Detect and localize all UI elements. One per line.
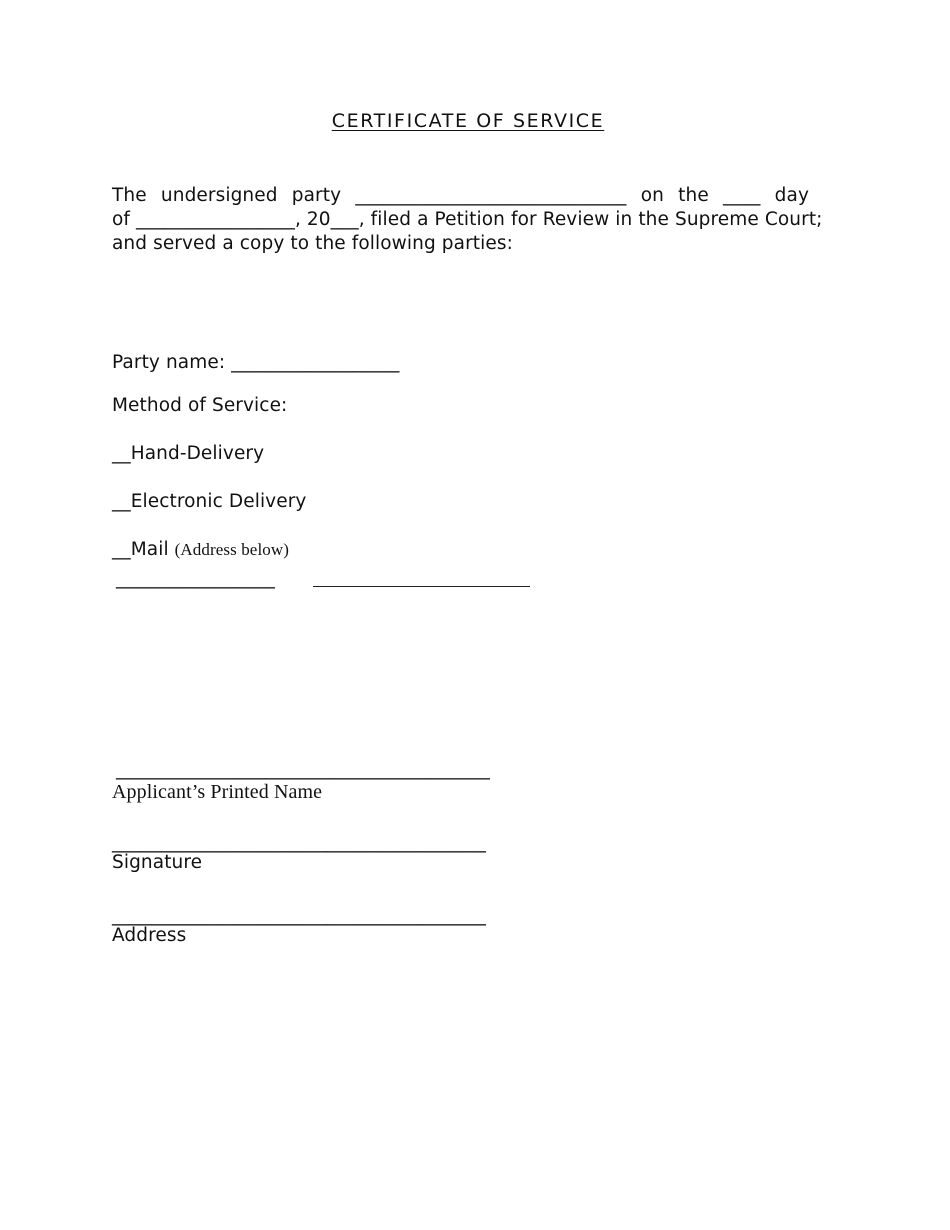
applicant-name-line: ________________________________________ (116, 759, 490, 780)
party-name-field: Party name: __________________ (112, 352, 400, 373)
mail-address-rule (313, 586, 530, 587)
signature-line: ________________________________________ (112, 832, 486, 853)
intro-paragraph (112, 184, 822, 256)
option-mail-note: (Address below) (174, 540, 290, 559)
address-label: Address (112, 925, 187, 946)
mail-address-line: _________________ (116, 568, 275, 589)
signature-label: Signature (112, 852, 203, 873)
method-of-service-label: Method of Service: (112, 395, 288, 416)
intro-line-1: The undersigned party _____________________________ on the ____ day (112, 185, 809, 206)
applicant-name-label: Applicant’s Printed Name (112, 781, 323, 803)
option-mail (112, 541, 289, 560)
intro-line-3: and served a copy to the following parties: (112, 233, 513, 254)
intro-line-2: of _________________, 20___, filed a Petition for Review in the Supreme Court; (112, 209, 823, 230)
document-title (0, 112, 936, 131)
document-title-text: CERTIFICATE OF SERVICE (331, 110, 605, 132)
option-hand-delivery: __Hand-Delivery (112, 443, 265, 464)
address-line: ________________________________________ (112, 905, 486, 926)
option-electronic-delivery: __Electronic Delivery (112, 491, 307, 512)
option-mail-label: __Mail (112, 539, 169, 560)
